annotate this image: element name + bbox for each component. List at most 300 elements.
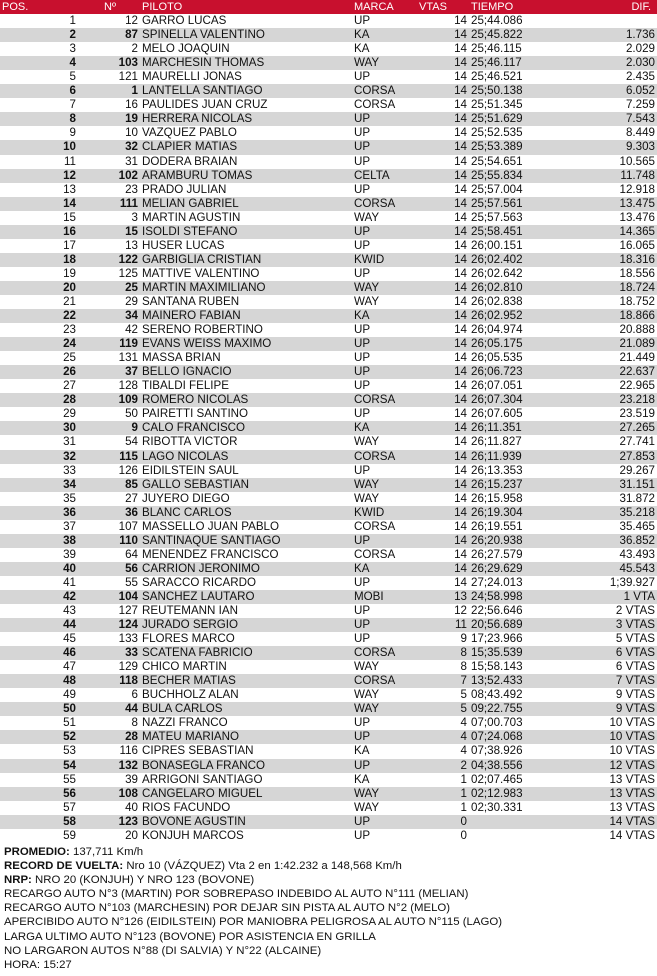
brand-cell: KA — [354, 744, 370, 758]
position-cell: 26 — [0, 365, 78, 379]
time-cell: 25;46.117 — [469, 56, 562, 70]
position-cell: 1 — [69, 14, 76, 28]
gap-cell: 14 VTAS — [609, 828, 655, 842]
time-cell: 26;29.629 — [469, 562, 562, 576]
driver-cell: CALO FRANCISCO — [140, 421, 352, 435]
brand-cell: WAY — [354, 688, 380, 702]
position-cell: 28 — [0, 393, 78, 407]
time-cell: 02;30.331 — [471, 800, 523, 814]
brand-cell: UP — [354, 266, 371, 280]
car-number-cell: 10 — [125, 126, 138, 140]
driver-cell: HUSER LUCAS — [142, 238, 225, 252]
laps-cell: 14 — [454, 463, 467, 477]
driver-cell: MARTIN MAXIMILIANO — [140, 281, 352, 295]
car-number-cell: 9 — [78, 421, 140, 435]
driver-cell: FLORES MARCO — [142, 632, 235, 646]
brand-cell: WAY — [354, 294, 380, 308]
car-number-cell: 23 — [125, 182, 138, 196]
gap-cell: 14 VTAS — [562, 815, 657, 829]
record-line — [4, 859, 657, 873]
brand-cell: CELTA — [352, 169, 417, 183]
driver-cell: MELIAN GABRIEL — [140, 197, 352, 211]
result-row — [0, 646, 657, 660]
position-cell: 35 — [63, 491, 76, 505]
driver-cell: DODERA BRAIAN — [142, 154, 238, 168]
gap-cell: 5 VTAS — [615, 632, 655, 646]
brand-cell: WAY — [354, 435, 380, 449]
driver-cell: JURADO SERGIO — [140, 618, 352, 632]
driver-cell: GALLO SEBASTIAN — [140, 478, 352, 492]
time-cell: 17;23.966 — [471, 632, 523, 646]
laps-cell: 14 — [454, 323, 467, 337]
time-cell: 26;00.151 — [471, 238, 523, 252]
result-row — [0, 576, 657, 590]
time-cell: 25;44.086 — [471, 14, 523, 28]
header-pos: POS. — [0, 0, 78, 14]
gap-cell: 27.265 — [562, 421, 657, 435]
driver-cell: RIOS FACUNDO — [142, 800, 231, 814]
driver-cell: BECHER MATIAS — [140, 674, 352, 688]
gap-cell: 9.303 — [562, 140, 657, 154]
laps-cell: 4 — [460, 716, 467, 730]
position-cell: 55 — [63, 772, 76, 786]
position-cell: 40 — [0, 562, 78, 576]
driver-cell: NAZZI FRANCO — [142, 716, 228, 730]
result-row — [0, 295, 657, 309]
result-row — [0, 155, 657, 169]
result-row — [0, 660, 657, 674]
position-cell: 58 — [0, 815, 78, 829]
result-row — [0, 84, 657, 98]
brand-cell: UP — [352, 534, 417, 548]
note-line: RECARGO AUTO N°3 (MARTIN) POR SOBREPASO INDEBIDO AL AUTO N°111 (MELIAN) — [4, 888, 469, 901]
result-row — [0, 829, 657, 843]
car-number-cell: 123 — [78, 815, 140, 829]
driver-cell: LAGO NICOLAS — [140, 450, 352, 464]
car-number-cell: 2 — [131, 42, 138, 56]
result-row — [0, 379, 657, 393]
driver-cell: SANCHEZ LAUTARO — [140, 590, 352, 604]
car-number-cell: 39 — [125, 772, 138, 786]
laps-cell: 14 — [454, 210, 467, 224]
driver-cell: SCATENA FABRICIO — [140, 646, 352, 660]
driver-cell: CIPRES SEBASTIAN — [142, 744, 254, 758]
record-label: RECORD DE VUELTA: — [4, 860, 124, 873]
result-row — [0, 787, 657, 801]
time-cell: 26;11.827 — [471, 435, 522, 449]
laps-cell: 14 — [417, 365, 469, 379]
brand-cell: UP — [354, 126, 371, 140]
position-cell: 3 — [69, 42, 76, 56]
time-cell: 07;24.068 — [469, 730, 562, 744]
gap-cell: 13.475 — [562, 197, 657, 211]
driver-cell: GARRO LUCAS — [142, 14, 227, 28]
position-cell: 46 — [0, 646, 78, 660]
header-num: Nº — [78, 0, 140, 14]
result-row — [0, 421, 657, 435]
gap-cell: 6.052 — [562, 84, 657, 98]
gap-cell: 11.748 — [562, 169, 657, 183]
brand-cell: CORSA — [354, 98, 396, 112]
result-row — [0, 674, 657, 688]
note-line: NO LARGARON AUTOS N°88 (DI SALVIA) Y N°22 (ALCAINE) — [4, 944, 322, 957]
brand-cell: UP — [354, 379, 371, 393]
driver-cell: ISOLDI STEFANO — [140, 225, 352, 239]
driver-cell: BULA CARLOS — [140, 702, 352, 716]
result-row — [0, 520, 657, 534]
result-row — [0, 464, 657, 478]
position-cell: 44 — [0, 618, 78, 632]
position-cell: 43 — [63, 604, 76, 618]
car-number-cell: 121 — [118, 70, 138, 84]
brand-cell: WAY — [354, 491, 380, 505]
laps-cell: 14 — [454, 547, 467, 561]
brand-cell: WAY — [354, 800, 380, 814]
time-cell: 26;05.175 — [469, 337, 562, 351]
note-line: LARGA ULTIMO AUTO N°123 (BOVONE) POR ASISTENCIA EN GRILLA — [4, 930, 376, 943]
gap-cell: 18.752 — [619, 294, 655, 308]
gap-cell: 3 VTAS — [562, 618, 657, 632]
time-cell: 27;24.013 — [471, 575, 523, 589]
note-line: APERCIBIDO AUTO N°126 (EIDILSTEIN) POR MANIOBRA PELIGROSA AL AUTO N°115 (LAGO) — [4, 916, 502, 929]
position-cell: 47 — [63, 660, 76, 674]
brand-cell: UP — [354, 70, 371, 84]
result-row — [0, 225, 657, 239]
laps-cell: 14 — [417, 534, 469, 548]
driver-cell: MASSELLO JUAN PABLO — [142, 519, 280, 533]
time-cell: 25;45.822 — [469, 28, 562, 42]
laps-cell: 14 — [417, 112, 469, 126]
laps-cell: 14 — [454, 519, 467, 533]
position-cell: 48 — [0, 674, 78, 688]
gap-cell: 9 VTAS — [562, 702, 657, 716]
gap-cell: 2.030 — [562, 56, 657, 70]
result-row — [0, 548, 657, 562]
nrp-label: NRP: — [4, 874, 32, 887]
car-number-cell: 127 — [118, 604, 138, 618]
result-row — [0, 773, 657, 787]
gap-cell: 6 VTAS — [562, 646, 657, 660]
header-piloto: PILOTO — [140, 0, 352, 14]
time-cell: 26;02.952 — [469, 309, 562, 323]
gap-cell: 9 VTAS — [615, 688, 655, 702]
position-cell: 51 — [63, 716, 76, 730]
brand-cell: KA — [352, 562, 417, 576]
result-row — [0, 688, 657, 702]
laps-cell: 8 — [460, 660, 467, 674]
result-row — [0, 42, 657, 56]
car-number-cell: 133 — [118, 632, 138, 646]
position-cell: 15 — [63, 210, 76, 224]
driver-cell: RIBOTTA VICTOR — [142, 435, 238, 449]
position-cell: 2 — [0, 28, 78, 42]
gap-cell: 10 VTAS — [562, 730, 657, 744]
laps-cell: 14 — [417, 281, 469, 295]
brand-cell: UP — [352, 618, 417, 632]
car-number-cell: 15 — [78, 225, 140, 239]
result-row — [0, 140, 657, 154]
driver-cell: MAINERO FABIAN — [140, 309, 352, 323]
gap-cell: 23.519 — [619, 407, 655, 421]
laps-cell: 8 — [417, 646, 469, 660]
car-number-cell: 29 — [125, 294, 138, 308]
race-notes — [0, 845, 657, 972]
driver-cell: MATEU MARIANO — [140, 730, 352, 744]
time-cell: 25;54.651 — [471, 154, 523, 168]
gap-cell: 13.476 — [619, 210, 655, 224]
laps-cell: 14 — [454, 351, 467, 365]
position-cell: 29 — [63, 407, 76, 421]
laps-cell: 14 — [417, 562, 469, 576]
gap-cell — [562, 14, 657, 28]
car-number-cell: 109 — [78, 393, 140, 407]
position-cell: 11 — [63, 154, 76, 168]
time-cell: 25;50.138 — [469, 84, 562, 98]
car-number-cell: 116 — [119, 744, 138, 758]
gap-cell: 8.449 — [625, 126, 655, 140]
position-cell: 21 — [63, 294, 76, 308]
time-cell: 26;05.535 — [471, 351, 523, 365]
brand-cell: UP — [354, 182, 371, 196]
driver-cell: PAIRETTI SANTINO — [142, 407, 249, 421]
result-row — [0, 365, 657, 379]
car-number-cell: 124 — [78, 618, 140, 632]
result-row — [0, 744, 657, 758]
result-row — [0, 562, 657, 576]
brand-cell: WAY — [352, 787, 417, 801]
time-cell: 26;07.051 — [471, 379, 523, 393]
time-cell: 07;00.703 — [471, 716, 523, 730]
position-cell: 36 — [0, 506, 78, 520]
car-number-cell: 56 — [78, 562, 140, 576]
position-cell: 6 — [0, 84, 78, 98]
car-number-cell: 108 — [78, 787, 140, 801]
laps-cell: 11 — [417, 618, 469, 632]
gap-cell: 22.965 — [619, 379, 655, 393]
result-row — [0, 632, 657, 646]
result-row — [0, 478, 657, 492]
brand-cell: CORSA — [354, 519, 396, 533]
position-cell: 20 — [0, 281, 78, 295]
position-cell: 8 — [0, 112, 78, 126]
result-row — [0, 590, 657, 604]
driver-cell: ARRIGONI SANTIAGO — [142, 772, 263, 786]
brand-cell: UP — [352, 225, 417, 239]
brand-cell: UP — [354, 351, 371, 365]
laps-cell: 14 — [454, 154, 467, 168]
brand-cell: UP — [352, 140, 417, 154]
time-cell: 09;22.755 — [469, 702, 562, 716]
driver-cell: PRADO JULIAN — [142, 182, 227, 196]
brand-cell: KWID — [352, 253, 417, 267]
driver-cell: CANGELARO MIGUEL — [140, 787, 352, 801]
laps-cell: 13 — [417, 590, 469, 604]
driver-cell: MASSA BRIAN — [142, 351, 221, 365]
driver-cell: SERENO ROBERTINO — [142, 323, 263, 337]
gap-cell: 14.365 — [562, 225, 657, 239]
car-number-cell: 27 — [125, 491, 138, 505]
brand-cell: WAY — [352, 56, 417, 70]
laps-cell: 14 — [417, 253, 469, 267]
result-row — [0, 604, 657, 618]
gap-cell: 35.465 — [619, 519, 655, 533]
position-cell: 52 — [0, 730, 78, 744]
laps-cell: 14 — [417, 225, 469, 239]
position-cell: 32 — [0, 450, 78, 464]
laps-cell: 14 — [417, 421, 469, 435]
position-cell: 54 — [0, 759, 78, 773]
car-number-cell: 42 — [125, 323, 138, 337]
brand-cell: WAY — [352, 478, 417, 492]
gap-cell: 10 VTAS — [609, 744, 655, 758]
time-cell: 26;13.353 — [471, 463, 523, 477]
result-row — [0, 281, 657, 295]
brand-cell: UP — [354, 14, 371, 28]
car-number-cell: 104 — [78, 590, 140, 604]
position-cell: 22 — [0, 309, 78, 323]
gap-cell: 18.556 — [619, 266, 655, 280]
driver-cell: SANTINAQUE SANTIAGO — [140, 534, 352, 548]
gap-cell: 22.637 — [562, 365, 657, 379]
brand-cell: UP — [352, 815, 417, 829]
time-cell: 25;46.115 — [471, 42, 522, 56]
brand-cell: KWID — [352, 506, 417, 520]
laps-cell: 14 — [417, 309, 469, 323]
laps-cell: 2 — [417, 759, 469, 773]
results-body — [0, 14, 657, 843]
time-cell: 25;57.561 — [469, 197, 562, 211]
result-row — [0, 197, 657, 211]
position-cell: 39 — [63, 547, 76, 561]
car-number-cell: 3 — [131, 210, 138, 224]
brand-cell: KA — [352, 421, 417, 435]
car-number-cell: 28 — [78, 730, 140, 744]
gap-cell: 13 VTAS — [562, 787, 657, 801]
brand-cell: UP — [354, 575, 371, 589]
brand-cell: UP — [354, 238, 371, 252]
position-cell: 18 — [0, 253, 78, 267]
brand-cell: CORSA — [354, 547, 396, 561]
car-number-cell: 34 — [78, 309, 140, 323]
brand-cell: CORSA — [352, 393, 417, 407]
brand-cell: UP — [354, 463, 371, 477]
car-number-cell: 25 — [78, 281, 140, 295]
result-row — [0, 112, 657, 126]
position-cell: 50 — [0, 702, 78, 716]
car-number-cell: 129 — [118, 660, 138, 674]
position-cell: 57 — [63, 800, 76, 814]
driver-cell: BELLO IGNACIO — [140, 365, 352, 379]
time-cell: 15;58.143 — [471, 660, 523, 674]
laps-cell: 14 — [417, 506, 469, 520]
position-cell: 10 — [0, 140, 78, 154]
laps-cell: 14 — [454, 266, 467, 280]
laps-cell: 14 — [417, 140, 469, 154]
gap-cell: 21.089 — [562, 337, 657, 351]
gap-cell: 31.872 — [619, 491, 655, 505]
time-cell: 26;15.237 — [469, 478, 562, 492]
position-cell: 19 — [63, 266, 76, 280]
time-cell: 25;53.389 — [469, 140, 562, 154]
position-cell: 27 — [63, 379, 76, 393]
laps-cell: 7 — [417, 674, 469, 688]
position-cell: 23 — [63, 323, 76, 337]
driver-cell: SANTANA RUBEN — [142, 294, 240, 308]
result-row — [0, 211, 657, 225]
driver-cell: CLAPIER MATIAS — [140, 140, 352, 154]
time-cell: 25;58.451 — [469, 225, 562, 239]
gap-cell: 23.218 — [562, 393, 657, 407]
gap-cell: 7.259 — [625, 98, 655, 112]
position-cell: 16 — [0, 225, 78, 239]
brand-cell: CORSA — [352, 197, 417, 211]
car-number-cell: 119 — [78, 337, 140, 351]
result-row — [0, 337, 657, 351]
brand-cell: UP — [354, 716, 371, 730]
time-cell: 26;20.938 — [469, 534, 562, 548]
brand-cell: UP — [352, 112, 417, 126]
time-cell — [469, 815, 562, 829]
laps-cell: 14 — [417, 393, 469, 407]
car-number-cell: 115 — [78, 450, 140, 464]
position-cell: 5 — [69, 70, 76, 84]
gap-cell: 31.151 — [562, 478, 657, 492]
laps-cell: 0 — [460, 828, 467, 842]
position-cell: 25 — [63, 351, 76, 365]
car-number-cell: 1 — [78, 84, 140, 98]
driver-cell: HERRERA NICOLAS — [140, 112, 352, 126]
time-cell: 26;27.579 — [471, 547, 523, 561]
laps-cell: 14 — [454, 238, 467, 252]
car-number-cell: 32 — [78, 140, 140, 154]
position-cell: 13 — [63, 182, 76, 196]
car-number-cell: 118 — [78, 674, 140, 688]
position-cell: 49 — [63, 688, 76, 702]
header-dif: DIF. — [562, 0, 657, 14]
position-cell: 4 — [0, 56, 78, 70]
result-row — [0, 98, 657, 112]
car-number-cell: 122 — [78, 253, 140, 267]
position-cell: 24 — [0, 337, 78, 351]
gap-cell: 18.316 — [562, 253, 657, 267]
laps-cell: 14 — [417, 450, 469, 464]
car-number-cell: 40 — [125, 800, 138, 814]
gap-cell: 16.065 — [619, 238, 655, 252]
result-row — [0, 169, 657, 183]
laps-cell: 4 — [417, 730, 469, 744]
position-cell: 42 — [0, 590, 78, 604]
laps-cell: 4 — [460, 744, 467, 758]
record-value: Nro 10 (VÁZQUEZ) Vta 2 en 1:42.232 a 148,568 Km/h — [123, 860, 402, 873]
brand-cell: CORSA — [352, 646, 417, 660]
position-cell: 53 — [63, 744, 76, 758]
result-row — [0, 309, 657, 323]
car-number-cell: 103 — [78, 56, 140, 70]
laps-cell: 14 — [454, 294, 467, 308]
result-row — [0, 393, 657, 407]
time-cell: 26;11.351 — [469, 421, 562, 435]
result-row — [0, 183, 657, 197]
laps-cell: 14 — [417, 478, 469, 492]
header-tiempo: TIEMPO — [469, 0, 562, 14]
result-row — [0, 716, 657, 730]
result-row — [0, 759, 657, 773]
brand-cell: UP — [354, 323, 371, 337]
laps-cell: 14 — [417, 28, 469, 42]
time-cell: 07;38.926 — [471, 744, 523, 758]
position-cell: 59 — [63, 828, 76, 842]
promedio-label: PROMEDIO: — [4, 846, 70, 858]
